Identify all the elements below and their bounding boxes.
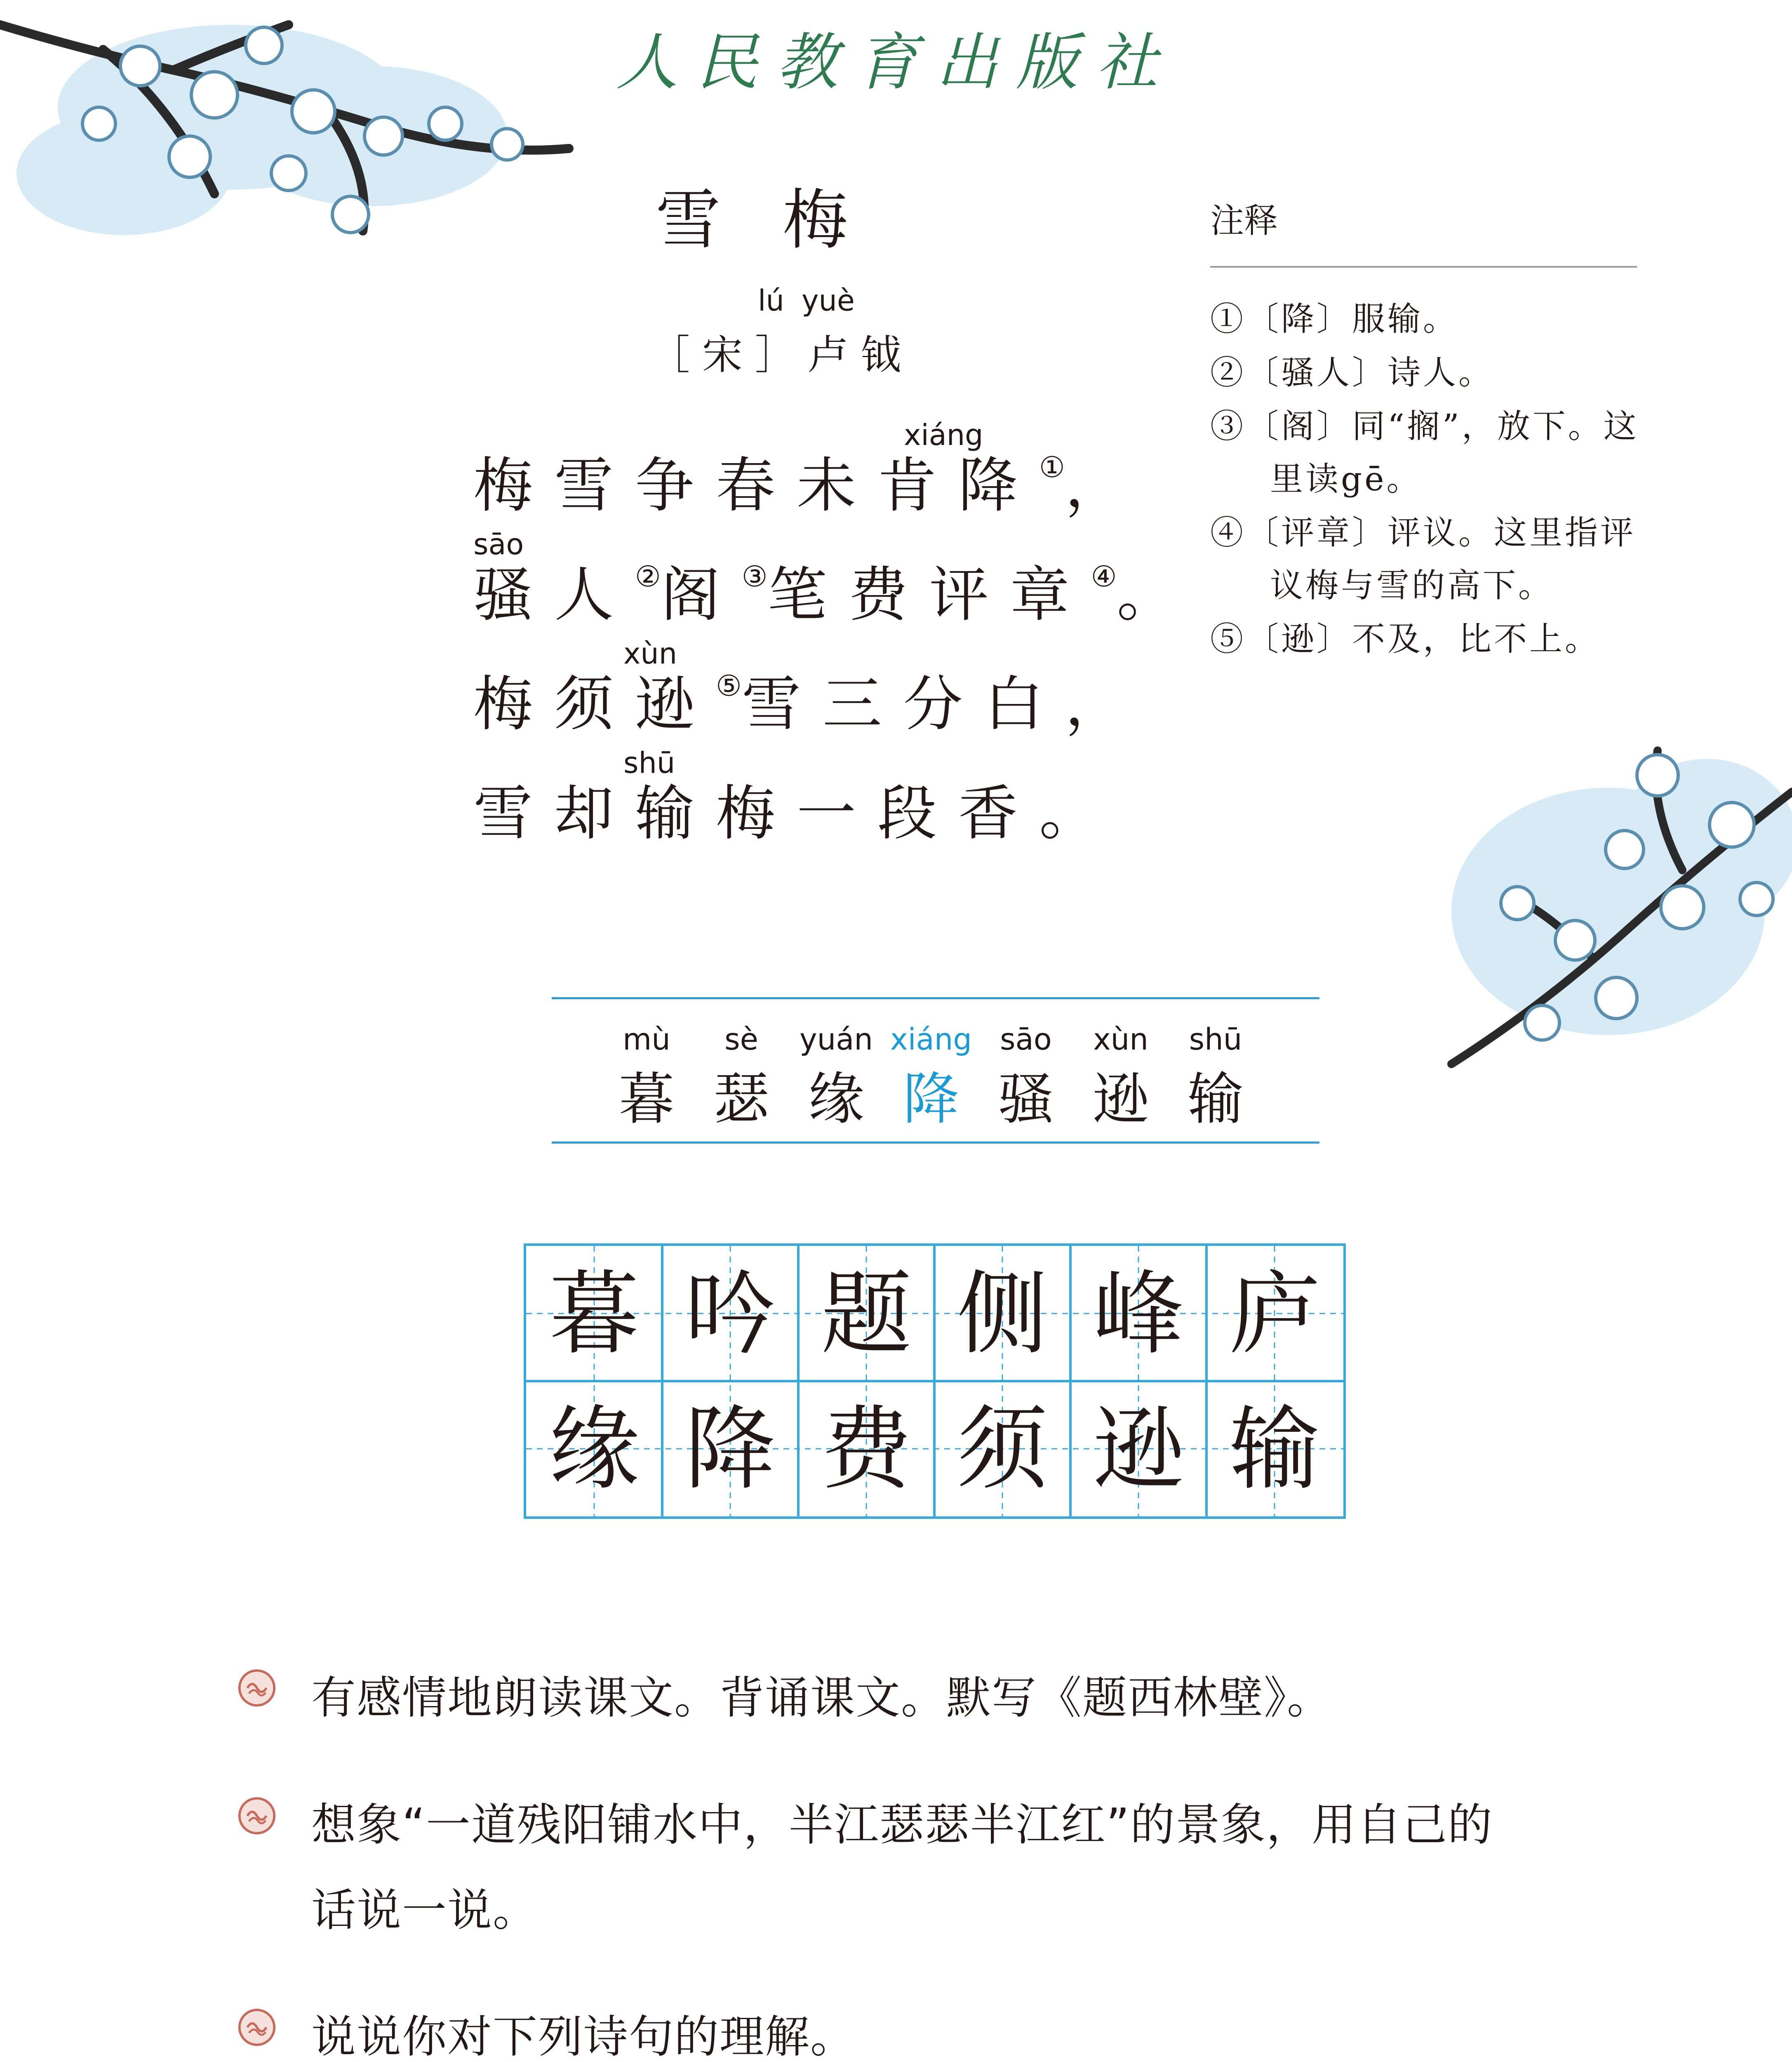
grid-char: 缘 bbox=[548, 1396, 640, 1502]
new-word-char: 逊 bbox=[1093, 1067, 1149, 1132]
grid-cell bbox=[526, 1381, 662, 1517]
poem-author: ［宋］卢钺 bbox=[649, 332, 914, 379]
poem-line-4-punct: 。 bbox=[1039, 779, 1120, 848]
poem-line-4-text: 雪却输梅一段香 bbox=[473, 779, 1039, 848]
new-word-pinyin: shū bbox=[1189, 1022, 1242, 1057]
note-ref-4: ④ bbox=[1091, 560, 1117, 593]
poem-line-3-pinyin: xùn bbox=[623, 637, 677, 671]
grid-char: 费 bbox=[821, 1396, 912, 1502]
note-item-continued: 里读gē。 bbox=[1270, 460, 1422, 498]
new-words-top-rule bbox=[552, 997, 1319, 999]
grid-char: 逊 bbox=[1093, 1396, 1184, 1502]
exercise-bullet-icon bbox=[237, 1796, 277, 1836]
grid-char: 题 bbox=[821, 1261, 912, 1367]
grid-char: 输 bbox=[1229, 1396, 1320, 1502]
grid-char: 侧 bbox=[957, 1261, 1048, 1367]
notes-heading: 注释 bbox=[1210, 201, 1278, 240]
new-word-char: 输 bbox=[1188, 1067, 1244, 1132]
exercise-2-line-1: 想象“一道残阳铺水中，半江瑟瑟半江红”的景象，用自己的 bbox=[311, 1799, 1493, 1851]
poem-line-1 bbox=[473, 450, 1146, 520]
poem-line-4 bbox=[473, 779, 1120, 848]
note-ref-3: ③ bbox=[741, 560, 768, 593]
exercise-1: 有感情地朗读课文。背诵课文。默写《题西林壁》。 bbox=[311, 1672, 1333, 1724]
grid-cell bbox=[526, 1246, 662, 1382]
notes-divider bbox=[1210, 266, 1637, 268]
author-pinyin bbox=[758, 284, 855, 318]
writing-grid bbox=[524, 1243, 1346, 1519]
note-ref-5: ⑤ bbox=[716, 669, 742, 703]
new-word-char: 骚 bbox=[998, 1067, 1054, 1132]
new-word-pinyin: sāo bbox=[1000, 1022, 1052, 1057]
poem-line-2-pinyin: sāo bbox=[473, 527, 524, 561]
grid-char: 降 bbox=[684, 1396, 776, 1502]
grid-cell bbox=[1070, 1246, 1206, 1382]
new-word-char: 瑟 bbox=[713, 1067, 769, 1132]
grid-char: 庐 bbox=[1229, 1261, 1320, 1367]
note-item: ③〔阁〕同“搁”，放下。这 bbox=[1210, 407, 1639, 445]
poem-line-2 bbox=[473, 560, 1198, 629]
grid-cell bbox=[934, 1246, 1070, 1382]
new-word-char-highlight: 降 bbox=[903, 1067, 959, 1132]
exercise-bullet-icon bbox=[237, 2008, 277, 2047]
poem-line-2-text-c: 笔费评章 bbox=[767, 560, 1091, 629]
exercise-bullet-icon bbox=[237, 1668, 277, 1708]
note-item-continued: 议梅与雪的高下。 bbox=[1270, 566, 1554, 605]
grid-cell bbox=[798, 1246, 934, 1382]
new-words-bottom-rule bbox=[552, 1142, 1319, 1144]
new-word-pinyin: mù bbox=[623, 1022, 670, 1057]
exercise-2-line-2: 话说一说。 bbox=[311, 1885, 539, 1936]
grid-char: 峰 bbox=[1093, 1261, 1184, 1367]
poem-line-1-text: 梅雪争春未肯降 bbox=[473, 451, 1039, 520]
grid-char: 暮 bbox=[548, 1261, 640, 1367]
new-word-char: 暮 bbox=[618, 1067, 675, 1132]
grid-cell bbox=[1070, 1381, 1206, 1517]
new-word-char: 缘 bbox=[808, 1067, 864, 1132]
note-item: ④〔评章〕评议。这里指评 bbox=[1210, 513, 1636, 552]
author-pinyin-2: yuè bbox=[802, 284, 855, 318]
note-item: ⑤〔逊〕不及，比不上。 bbox=[1210, 620, 1600, 658]
poem-line-1-pinyin: xiáng bbox=[904, 418, 983, 452]
note-item: ①〔降〕服输。 bbox=[1210, 300, 1458, 338]
grid-cell bbox=[662, 1246, 798, 1382]
author-pinyin-1: lú bbox=[758, 284, 784, 318]
poem-line-3-text-a: 梅须逊 bbox=[473, 669, 716, 739]
grid-char: 吟 bbox=[684, 1261, 776, 1367]
new-word-pinyin: sè bbox=[724, 1022, 758, 1057]
note-item: ②〔骚人〕诗人。 bbox=[1210, 353, 1494, 392]
new-word-pinyin: yuán bbox=[800, 1022, 873, 1057]
poem-line-1-punct: ， bbox=[1065, 451, 1146, 520]
grid-cell bbox=[1206, 1246, 1343, 1382]
exercise-3: 说说你对下列诗句的理解。 bbox=[311, 2011, 856, 2062]
note-ref-1: ① bbox=[1039, 450, 1065, 484]
poem-line-2-text-a: 骚人 bbox=[473, 560, 635, 629]
grid-cell bbox=[1206, 1381, 1343, 1517]
grid-cell bbox=[798, 1381, 934, 1517]
poem-line-3-text-b: 雪三分白 bbox=[741, 669, 1065, 739]
grid-char: 须 bbox=[957, 1396, 1048, 1502]
grid-cell bbox=[662, 1381, 798, 1517]
grid-cell bbox=[934, 1381, 1070, 1517]
poem-line-3-punct: ， bbox=[1065, 669, 1146, 739]
poem-line-2-punct: 。 bbox=[1117, 560, 1198, 629]
poem-line-3 bbox=[473, 669, 1146, 739]
poem-line-2-text-b: 阁 bbox=[661, 560, 742, 629]
new-word-pinyin: xùn bbox=[1093, 1022, 1148, 1057]
plum-branch-illustration bbox=[0, 0, 660, 289]
poem-title: 雪梅 bbox=[656, 182, 910, 258]
new-word-pinyin-highlight: xiáng bbox=[890, 1022, 972, 1057]
publisher-header: 人民教育出版社 bbox=[616, 27, 1176, 99]
plum-branch-illustration-right bbox=[1394, 726, 1792, 1138]
poem-line-4-pinyin: shū bbox=[623, 746, 675, 780]
note-ref-2: ② bbox=[635, 560, 661, 593]
